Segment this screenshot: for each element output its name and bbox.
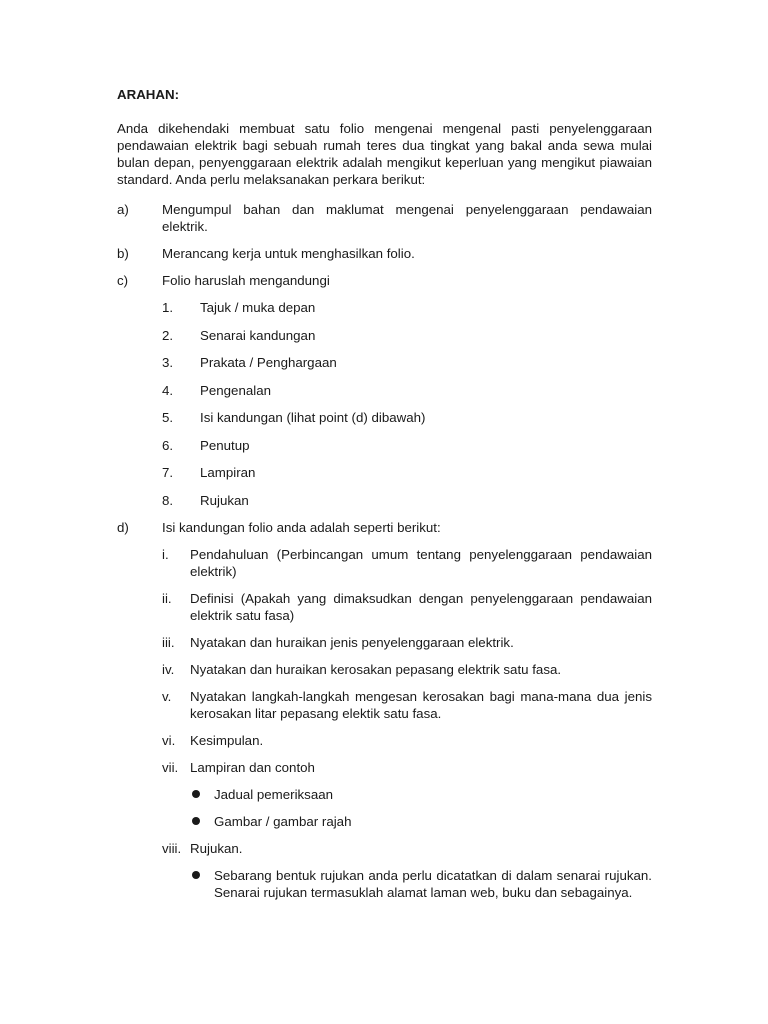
appendix-bullet-list	[190, 786, 652, 830]
folio-contents-list	[162, 299, 652, 509]
content-item	[162, 590, 652, 624]
bullet-text: Gambar / gambar rajah	[214, 813, 352, 829]
list-marker: b)	[117, 246, 129, 261]
num-marker: 1.	[162, 300, 174, 315]
bullet-text: Sebarang bentuk rujukan anda perlu dicatatkan di dalam senarai rujukan. Senarai rujukan termasuklah alamat laman web, buku dan sebagainya.	[214, 867, 652, 900]
num-marker: 4.	[162, 382, 174, 398]
num-marker: 8.	[162, 492, 174, 508]
num-marker: 6.	[162, 437, 174, 453]
folio-content-text: Tajuk / muka depan	[200, 300, 316, 315]
list-item-b	[117, 245, 652, 262]
list-item-text: Isi kandungan folio anda adalah seperti berikut:	[162, 519, 441, 535]
folio-content-text: Prakata / Penghargaan	[200, 355, 337, 370]
num-marker: 2.	[162, 327, 174, 343]
folio-content-text: Lampiran	[200, 465, 256, 480]
folio-content-text: Rujukan	[200, 492, 249, 508]
folio-content-item	[162, 354, 652, 371]
roman-marker: vi.	[162, 732, 176, 748]
content-item	[162, 661, 652, 678]
folio-content-item	[162, 492, 652, 509]
bullet-icon	[190, 867, 214, 901]
folio-content-item	[162, 327, 652, 344]
content-item-text: Nyatakan dan huraikan kerosakan pepasang elektrik satu fasa.	[190, 661, 562, 677]
folio-content-item	[162, 382, 652, 399]
bullet-item	[190, 786, 652, 803]
num-marker: 5.	[162, 410, 174, 425]
content-item-text: Kesimpulan.	[190, 732, 264, 748]
heading: ARAHAN:	[117, 87, 180, 102]
roman-marker: vii.	[162, 759, 179, 775]
content-item	[162, 732, 652, 749]
content-item-text: Rujukan.	[190, 840, 243, 856]
list-item-text: Merancang kerja untuk menghasilkan folio.	[162, 246, 415, 261]
roman-marker: iv.	[162, 661, 175, 677]
content-item-text: Pendahuluan (Perbincangan umum tentang penyelenggaraan pendawaian elektrik)	[190, 546, 652, 579]
list-item-c	[117, 272, 652, 509]
folio-content-item	[162, 437, 652, 454]
content-item	[162, 759, 652, 830]
folio-content-text: Senarai kandungan	[200, 327, 316, 343]
reference-bullet-list	[190, 867, 652, 901]
folio-content-item	[162, 299, 652, 316]
list-item-text: Mengumpul bahan dan maklumat mengenai penyelenggaraan pendawaian elektrik.	[162, 202, 652, 234]
bullet-item	[190, 813, 652, 830]
folio-content-text: Penutup	[200, 437, 250, 453]
content-item-text: Definisi (Apakah yang dimaksudkan dengan penyelenggaraan pendawaian elektrik satu fasa)	[190, 590, 652, 623]
num-marker: 3.	[162, 355, 174, 370]
list-item-d	[117, 519, 652, 911]
instruction-list	[117, 201, 652, 911]
content-items-list	[162, 546, 652, 901]
content-item	[162, 688, 652, 722]
bullet-icon	[190, 813, 214, 830]
roman-marker: ii.	[162, 590, 172, 606]
folio-content-text: Pengenalan	[200, 382, 271, 398]
document-page	[117, 86, 652, 921]
content-item-text: Nyatakan dan huraikan jenis penyelenggaraan elektrik.	[190, 634, 514, 650]
roman-marker: i.	[162, 546, 169, 562]
content-item	[162, 634, 652, 651]
bullet-text: Jadual pemeriksaan	[214, 786, 334, 802]
folio-content-text: Isi kandungan (lihat point (d) dibawah)	[200, 410, 426, 425]
list-item-a	[117, 201, 652, 235]
roman-marker: viii.	[162, 840, 182, 856]
list-marker: a)	[117, 202, 129, 217]
list-marker: d)	[117, 519, 129, 535]
bullet-icon	[190, 786, 214, 803]
content-item-text: Lampiran dan contoh	[190, 759, 315, 775]
bullet-item	[190, 867, 652, 901]
roman-marker: iii.	[162, 634, 175, 650]
list-item-text: Folio haruslah mengandungi	[162, 273, 330, 288]
list-marker: c)	[117, 273, 129, 288]
num-marker: 7.	[162, 465, 174, 480]
folio-content-item	[162, 464, 652, 481]
folio-content-item	[162, 409, 652, 426]
intro-paragraph: Anda dikehendaki membuat satu folio mengenai mengenal pasti penyelenggaraan pendawaian elektrik bagi sebuah rumah teres dua tingkat yang bakal anda sewa mulai bulan depan, penyenggaraan elektrik adalah mengikut keperluan yang mengikut piawaian standard. Anda perlu melaksanakan perkara berikut:	[117, 121, 652, 187]
content-item-text: Nyatakan langkah-langkah mengesan kerosakan bagi mana-mana dua jenis kerosakan litar pepasang elektik satu fasa.	[190, 688, 652, 721]
roman-marker: v.	[162, 688, 172, 704]
content-item	[162, 840, 652, 901]
content-item	[162, 546, 652, 580]
